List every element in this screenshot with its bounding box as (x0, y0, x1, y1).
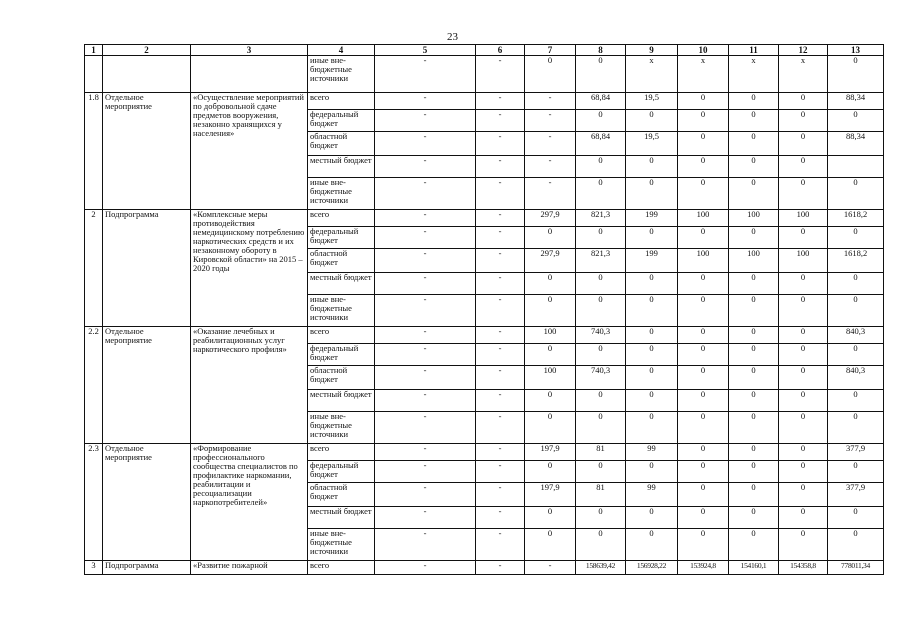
value-cell: 0 (828, 295, 884, 327)
funding-source-cell: всего (308, 444, 375, 461)
value-cell: - (476, 561, 525, 575)
value-cell: - (375, 132, 476, 156)
value-cell: 0 (828, 507, 884, 529)
value-cell: 0 (576, 390, 626, 412)
value-cell: 0 (626, 461, 678, 483)
value-cell: 0 (729, 390, 779, 412)
value-cell: 0 (525, 390, 576, 412)
value-cell: 0 (525, 56, 576, 93)
value-cell: - (476, 344, 525, 366)
funding-source-cell: областной бюджет (308, 249, 375, 273)
value-cell: - (476, 249, 525, 273)
value-cell: 840,3 (828, 327, 884, 344)
row-name-cell (191, 56, 308, 93)
value-cell: 0 (678, 227, 729, 249)
value-cell: 100 (779, 210, 828, 227)
funding-source-cell: иные вне-бюджетные источники (308, 178, 375, 210)
value-cell: 100 (525, 366, 576, 390)
value-cell: - (375, 249, 476, 273)
value-cell: - (375, 344, 476, 366)
value-cell: - (476, 132, 525, 156)
column-header: 4 (308, 45, 375, 56)
value-cell: - (375, 529, 476, 561)
value-cell: 100 (678, 249, 729, 273)
value-cell: 0 (779, 444, 828, 461)
value-cell: 0 (525, 412, 576, 444)
value-cell: - (525, 156, 576, 178)
value-cell: 0 (779, 273, 828, 295)
value-cell: 100 (779, 249, 828, 273)
value-cell: 0 (525, 529, 576, 561)
funding-source-cell: всего (308, 93, 375, 110)
value-cell: 0 (779, 132, 828, 156)
value-cell: - (476, 178, 525, 210)
value-cell: - (525, 93, 576, 110)
row-name-cell: «Оказание лечебных и реабилитационных услуг наркотического профиля» (191, 327, 308, 444)
column-header: 3 (191, 45, 308, 56)
table-row (85, 210, 884, 227)
value-cell: 0 (626, 412, 678, 444)
table-row (85, 93, 884, 110)
value-cell: 100 (525, 327, 576, 344)
value-cell: 0 (525, 461, 576, 483)
value-cell: 0 (576, 529, 626, 561)
value-cell: 0 (729, 227, 779, 249)
value-cell: 0 (779, 529, 828, 561)
value-cell: 0 (525, 344, 576, 366)
row-name-cell: «Осуществление мероприятий по добровольной сдаче предметов вооружения, незаконно хранящихся у населения» (191, 93, 308, 210)
value-cell: 0 (678, 461, 729, 483)
value-cell: 99 (626, 444, 678, 461)
value-cell: - (525, 110, 576, 132)
value-cell: 0 (729, 178, 779, 210)
value-cell: 0 (729, 529, 779, 561)
value-cell: - (476, 366, 525, 390)
funding-source-cell: областной бюджет (308, 366, 375, 390)
value-cell: 0 (525, 507, 576, 529)
funding-source-cell: иные вне-бюджетные источники (308, 295, 375, 327)
column-header: 10 (678, 45, 729, 56)
value-cell: - (476, 156, 525, 178)
value-cell: - (375, 461, 476, 483)
value-cell: 377,9 (828, 483, 884, 507)
value-cell: 100 (678, 210, 729, 227)
value-cell: 156928,22 (626, 561, 678, 575)
value-cell: - (375, 110, 476, 132)
column-header: 2 (103, 45, 191, 56)
value-cell: - (375, 295, 476, 327)
value-cell: 0 (828, 344, 884, 366)
value-cell: 197,9 (525, 483, 576, 507)
value-cell: 0 (576, 156, 626, 178)
row-name-cell: «Формирование профессионального сообщества специалистов по профилактике наркомании, реабилитации и ресоциализации наркопотребителей» (191, 444, 308, 561)
value-cell: 0 (678, 390, 729, 412)
row-type-cell (103, 56, 191, 93)
value-cell: - (476, 210, 525, 227)
value-cell: 0 (779, 327, 828, 344)
value-cell: 0 (678, 412, 729, 444)
value-cell: 0 (729, 273, 779, 295)
value-cell: - (476, 461, 525, 483)
value-cell: - (476, 529, 525, 561)
value-cell: 0 (828, 273, 884, 295)
funding-source-cell: местный бюджет (308, 273, 375, 295)
value-cell: 0 (626, 366, 678, 390)
row-name-cell: «Комплексные меры противодействия немедицинскому потреблению наркотических средств и их незаконному обороту в Кировской области» на 2015 – 2020 годы (191, 210, 308, 327)
value-cell: 821,3 (576, 249, 626, 273)
value-cell: - (375, 93, 476, 110)
row-type-cell: Подпрограмма (103, 561, 191, 575)
value-cell: 197,9 (525, 444, 576, 461)
column-header: 13 (828, 45, 884, 56)
row-type-cell: Отдельное мероприятие (103, 444, 191, 561)
value-cell: 68,84 (576, 93, 626, 110)
value-cell: 0 (729, 444, 779, 461)
value-cell: 81 (576, 444, 626, 461)
value-cell (828, 156, 884, 178)
value-cell: 0 (678, 295, 729, 327)
value-cell: 19,5 (626, 93, 678, 110)
column-header: 7 (525, 45, 576, 56)
value-cell: - (375, 444, 476, 461)
value-cell: 0 (729, 461, 779, 483)
value-cell: 0 (678, 273, 729, 295)
value-cell: 0 (678, 444, 729, 461)
funding-source-cell: иные вне-бюджетные источники (308, 529, 375, 561)
value-cell: - (476, 483, 525, 507)
value-cell: - (476, 327, 525, 344)
value-cell: 0 (576, 507, 626, 529)
value-cell: - (525, 178, 576, 210)
value-cell: 0 (626, 507, 678, 529)
value-cell: 0 (626, 390, 678, 412)
value-cell: - (375, 390, 476, 412)
value-cell: - (375, 273, 476, 295)
value-cell: 0 (678, 178, 729, 210)
row-type-cell: Отдельное мероприятие (103, 327, 191, 444)
value-cell: 0 (729, 156, 779, 178)
value-cell: 153924,8 (678, 561, 729, 575)
value-cell: - (375, 507, 476, 529)
row-type-cell: Подпрограмма (103, 210, 191, 327)
value-cell: 0 (779, 344, 828, 366)
funding-source-cell: областной бюджет (308, 483, 375, 507)
row-id-cell: 3 (85, 561, 103, 575)
page-number: 23 (447, 31, 458, 43)
value-cell: 0 (828, 178, 884, 210)
value-cell: 0 (678, 366, 729, 390)
column-header: 12 (779, 45, 828, 56)
value-cell: 199 (626, 210, 678, 227)
value-cell: - (375, 227, 476, 249)
value-cell: 0 (678, 483, 729, 507)
value-cell: - (375, 178, 476, 210)
value-cell: 0 (525, 295, 576, 327)
value-cell: 0 (729, 132, 779, 156)
value-cell: 0 (729, 366, 779, 390)
value-cell: - (476, 227, 525, 249)
value-cell: 0 (626, 110, 678, 132)
value-cell: 0 (626, 156, 678, 178)
value-cell: 0 (729, 507, 779, 529)
value-cell: 0 (678, 132, 729, 156)
value-cell: 0 (828, 56, 884, 93)
table-body (85, 45, 884, 575)
value-cell: 199 (626, 249, 678, 273)
value-cell: 0 (828, 227, 884, 249)
value-cell: - (375, 327, 476, 344)
value-cell: 0 (576, 110, 626, 132)
value-cell: 0 (576, 227, 626, 249)
column-header: 5 (375, 45, 476, 56)
value-cell: - (375, 210, 476, 227)
value-cell: - (476, 110, 525, 132)
funding-source-cell: местный бюджет (308, 390, 375, 412)
value-cell: 0 (779, 412, 828, 444)
value-cell: x (626, 56, 678, 93)
value-cell: x (779, 56, 828, 93)
value-cell: - (375, 561, 476, 575)
row-type-cell: Отдельное мероприятие (103, 93, 191, 210)
funding-source-cell: всего (308, 561, 375, 575)
budget-table (84, 44, 884, 575)
column-header: 11 (729, 45, 779, 56)
column-header: 1 (85, 45, 103, 56)
funding-source-cell: федеральный бюджет (308, 344, 375, 366)
value-cell: 0 (525, 227, 576, 249)
value-cell: 0 (729, 327, 779, 344)
value-cell: 88,34 (828, 93, 884, 110)
value-cell: x (729, 56, 779, 93)
value-cell: 0 (828, 412, 884, 444)
value-cell: - (476, 56, 525, 93)
value-cell: 0 (779, 227, 828, 249)
row-id-cell: 2.3 (85, 444, 103, 561)
value-cell: 0 (678, 93, 729, 110)
value-cell: 0 (576, 178, 626, 210)
value-cell: 0 (779, 178, 828, 210)
row-name-cell: «Развитие пожарной (191, 561, 308, 575)
value-cell: 100 (729, 249, 779, 273)
funding-source-cell: федеральный бюджет (308, 461, 375, 483)
value-cell: 0 (678, 529, 729, 561)
value-cell: 19,5 (626, 132, 678, 156)
value-cell: - (525, 132, 576, 156)
value-cell: 0 (678, 156, 729, 178)
value-cell: 0 (729, 344, 779, 366)
value-cell: - (375, 412, 476, 444)
table-row (85, 56, 884, 93)
value-cell: x (678, 56, 729, 93)
value-cell: 0 (729, 483, 779, 507)
value-cell: 0 (828, 390, 884, 412)
value-cell: 0 (626, 273, 678, 295)
row-id-cell: 2 (85, 210, 103, 327)
value-cell: 1618,2 (828, 249, 884, 273)
value-cell: 0 (828, 529, 884, 561)
value-cell: 100 (729, 210, 779, 227)
value-cell: - (476, 507, 525, 529)
value-cell: 0 (576, 412, 626, 444)
value-cell: 821,3 (576, 210, 626, 227)
value-cell: 99 (626, 483, 678, 507)
value-cell: 0 (729, 110, 779, 132)
funding-source-cell: всего (308, 210, 375, 227)
value-cell: 0 (576, 461, 626, 483)
value-cell: 740,3 (576, 327, 626, 344)
value-cell: 0 (525, 273, 576, 295)
value-cell: - (525, 561, 576, 575)
value-cell: 0 (828, 461, 884, 483)
value-cell: - (375, 366, 476, 390)
value-cell: 0 (576, 344, 626, 366)
value-cell: 0 (678, 110, 729, 132)
value-cell: 377,9 (828, 444, 884, 461)
value-cell: - (476, 444, 525, 461)
value-cell: 0 (626, 529, 678, 561)
value-cell: 0 (626, 178, 678, 210)
column-header: 8 (576, 45, 626, 56)
value-cell: 0 (576, 273, 626, 295)
value-cell: - (476, 273, 525, 295)
value-cell: 88,34 (828, 132, 884, 156)
value-cell: - (375, 156, 476, 178)
value-cell: 0 (779, 390, 828, 412)
value-cell: - (476, 295, 525, 327)
value-cell: 0 (678, 344, 729, 366)
value-cell: 0 (678, 327, 729, 344)
funding-source-cell: областной бюджет (308, 132, 375, 156)
value-cell: 0 (779, 461, 828, 483)
column-header: 9 (626, 45, 678, 56)
value-cell: 0 (828, 110, 884, 132)
value-cell: 0 (576, 295, 626, 327)
row-id-cell (85, 56, 103, 93)
value-cell: 0 (779, 366, 828, 390)
table-row (85, 444, 884, 461)
value-cell: - (375, 56, 476, 93)
value-cell: 0 (626, 295, 678, 327)
value-cell: 0 (626, 344, 678, 366)
row-id-cell: 1.8 (85, 93, 103, 210)
funding-source-cell: местный бюджет (308, 156, 375, 178)
value-cell: 0 (626, 327, 678, 344)
value-cell: - (476, 93, 525, 110)
value-cell: 0 (779, 93, 828, 110)
funding-source-cell: всего (308, 327, 375, 344)
value-cell: 778011,34 (828, 561, 884, 575)
value-cell: - (476, 390, 525, 412)
value-cell: 68,84 (576, 132, 626, 156)
column-header-row (85, 45, 884, 56)
value-cell: 154358,8 (779, 561, 828, 575)
table-row (85, 561, 884, 575)
value-cell: 0 (576, 56, 626, 93)
funding-source-cell: федеральный бюджет (308, 227, 375, 249)
funding-source-cell: федеральный бюджет (308, 110, 375, 132)
value-cell: 740,3 (576, 366, 626, 390)
value-cell: 1618,2 (828, 210, 884, 227)
funding-source-cell: иные вне-бюджетные источники (308, 56, 375, 93)
value-cell: 158639,42 (576, 561, 626, 575)
value-cell: 0 (779, 110, 828, 132)
value-cell: 0 (779, 156, 828, 178)
value-cell: 0 (779, 295, 828, 327)
funding-source-cell: местный бюджет (308, 507, 375, 529)
value-cell: 297,9 (525, 249, 576, 273)
value-cell: 840,3 (828, 366, 884, 390)
value-cell: 0 (729, 93, 779, 110)
value-cell: 0 (729, 295, 779, 327)
table-row (85, 327, 884, 344)
row-id-cell: 2.2 (85, 327, 103, 444)
funding-source-cell: иные вне-бюджетные источники (308, 412, 375, 444)
value-cell: 0 (729, 412, 779, 444)
value-cell: 81 (576, 483, 626, 507)
value-cell: 154160,1 (729, 561, 779, 575)
value-cell: 297,9 (525, 210, 576, 227)
value-cell: - (476, 412, 525, 444)
column-header: 6 (476, 45, 525, 56)
value-cell: 0 (779, 483, 828, 507)
value-cell: 0 (626, 227, 678, 249)
value-cell: 0 (678, 507, 729, 529)
value-cell: 0 (779, 507, 828, 529)
value-cell: - (375, 483, 476, 507)
